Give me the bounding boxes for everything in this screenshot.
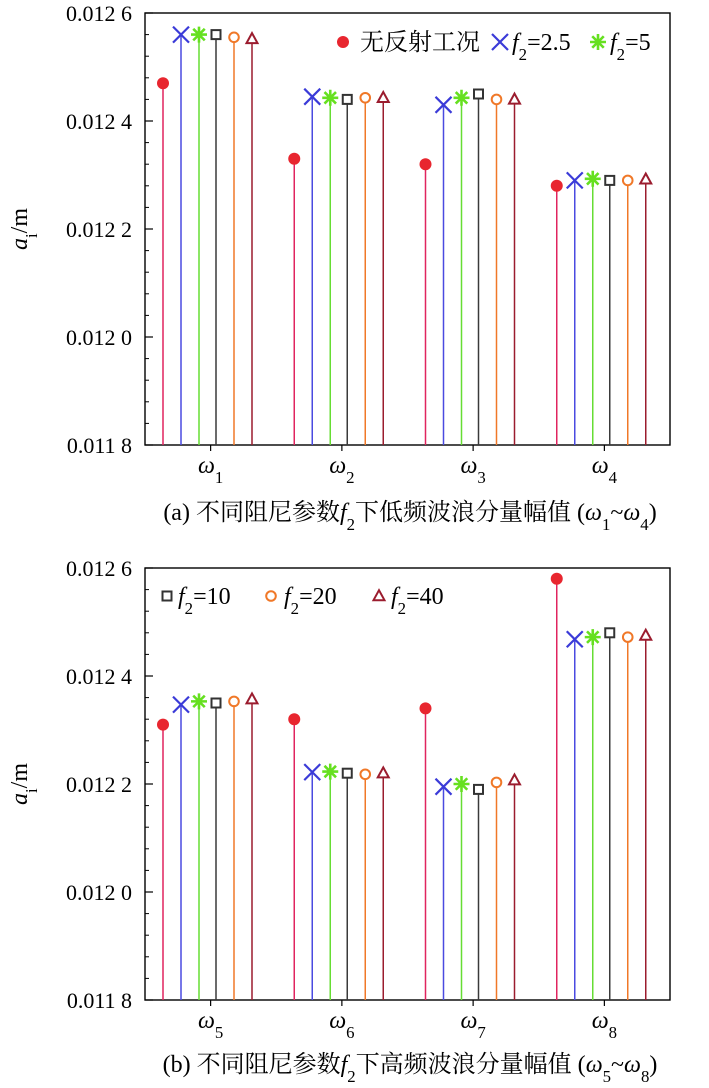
legend-label: $f_2=10$ xyxy=(178,584,231,618)
y-tick-label: 0.012 4 xyxy=(66,664,132,689)
x-tick-label: $\omega_3$ xyxy=(460,453,486,487)
legend-marker xyxy=(163,592,172,601)
series-0 xyxy=(157,77,563,445)
legend-label: $f_2=40$ xyxy=(391,584,444,618)
data-point xyxy=(623,632,633,642)
y-tick-label: 0.012 6 xyxy=(66,1,132,26)
series-4 xyxy=(229,33,632,446)
data-point xyxy=(360,93,370,103)
data-point xyxy=(509,94,520,104)
y-tick-label: 0.012 2 xyxy=(66,772,132,797)
data-point xyxy=(322,764,338,780)
chart-panel-b xyxy=(7,556,670,1086)
x-tick-label: $\omega_7$ xyxy=(460,1008,486,1042)
legend-label: $f_2=2.5$ xyxy=(512,30,571,64)
data-point xyxy=(288,153,300,165)
x-tick-label: $\omega_8$ xyxy=(591,1008,618,1042)
legend-label: 无反射工况 xyxy=(360,30,480,56)
legend-marker xyxy=(266,591,276,601)
y-axis-title: $a_i/m$ xyxy=(7,207,41,251)
panel-caption: (b) 不同阻尼参数$f_2$下高频波浪分量幅值 $(\omega_5\sim\omega_8)$ xyxy=(162,1052,658,1086)
series-5 xyxy=(247,630,652,1000)
series-5 xyxy=(247,33,652,445)
data-point xyxy=(492,778,502,788)
data-point xyxy=(474,90,483,99)
x-tick-label: $\omega_6$ xyxy=(329,1008,355,1042)
legend-marker xyxy=(492,34,508,50)
legend-marker xyxy=(337,36,349,48)
data-point xyxy=(322,90,338,106)
data-point xyxy=(247,693,258,703)
x-tick-label: $\omega_5$ xyxy=(197,1008,224,1042)
data-point xyxy=(378,767,389,777)
data-point xyxy=(551,573,563,585)
chart-panel-a xyxy=(7,1,670,534)
data-point xyxy=(157,719,169,731)
y-tick-label: 0.012 0 xyxy=(66,880,132,905)
y-tick-label: 0.012 2 xyxy=(66,217,132,242)
data-point xyxy=(247,33,258,43)
data-point xyxy=(492,95,502,105)
legend-marker xyxy=(374,590,385,600)
data-point xyxy=(454,776,470,792)
y-tick-label: 0.012 6 xyxy=(66,556,132,581)
data-point xyxy=(640,174,651,184)
data-point xyxy=(420,702,432,714)
data-point xyxy=(420,158,432,170)
x-tick-label: $\omega_1$ xyxy=(197,453,224,487)
series-3 xyxy=(212,30,615,445)
data-point xyxy=(212,699,221,708)
data-point xyxy=(585,171,601,187)
data-point xyxy=(605,628,614,637)
legend xyxy=(163,584,444,618)
series-0 xyxy=(157,573,563,1000)
x-tick-label: $\omega_4$ xyxy=(591,453,618,487)
data-point xyxy=(212,30,221,39)
data-point xyxy=(623,176,633,186)
data-point xyxy=(343,95,352,104)
series-3 xyxy=(212,628,615,1000)
data-point xyxy=(585,629,601,645)
data-point xyxy=(551,180,563,192)
legend-label: $f_2=5$ xyxy=(610,30,651,64)
data-point xyxy=(229,33,239,43)
data-point xyxy=(474,785,483,794)
legend-marker xyxy=(590,34,606,50)
y-tick-label: 0.012 4 xyxy=(66,109,132,134)
data-point xyxy=(191,693,207,709)
data-point xyxy=(360,769,370,779)
y-axis-title: $a_i/m$ xyxy=(7,762,41,806)
series-4 xyxy=(229,632,632,1000)
data-point xyxy=(157,77,169,89)
data-point xyxy=(509,774,520,784)
y-tick-label: 0.011 8 xyxy=(66,433,132,458)
plot-frame xyxy=(145,13,670,445)
y-tick-label: 0.012 0 xyxy=(66,325,132,350)
data-point xyxy=(343,769,352,778)
data-point xyxy=(288,713,300,725)
x-tick-label: $\omega_2$ xyxy=(329,453,355,487)
data-point xyxy=(605,176,614,185)
legend-label: $f_2=20$ xyxy=(284,584,337,618)
data-point xyxy=(454,90,470,106)
y-tick-label: 0.011 8 xyxy=(66,988,132,1013)
legend xyxy=(337,29,651,64)
data-point xyxy=(191,27,207,43)
data-point xyxy=(378,92,389,102)
plot-frame xyxy=(145,568,670,1000)
data-point xyxy=(640,630,651,640)
panel-caption: (a) 不同阻尼参数$f_2$下低频波浪分量幅值 $(\omega_1\sim\omega_4)$ xyxy=(163,500,657,534)
data-point xyxy=(229,697,239,707)
